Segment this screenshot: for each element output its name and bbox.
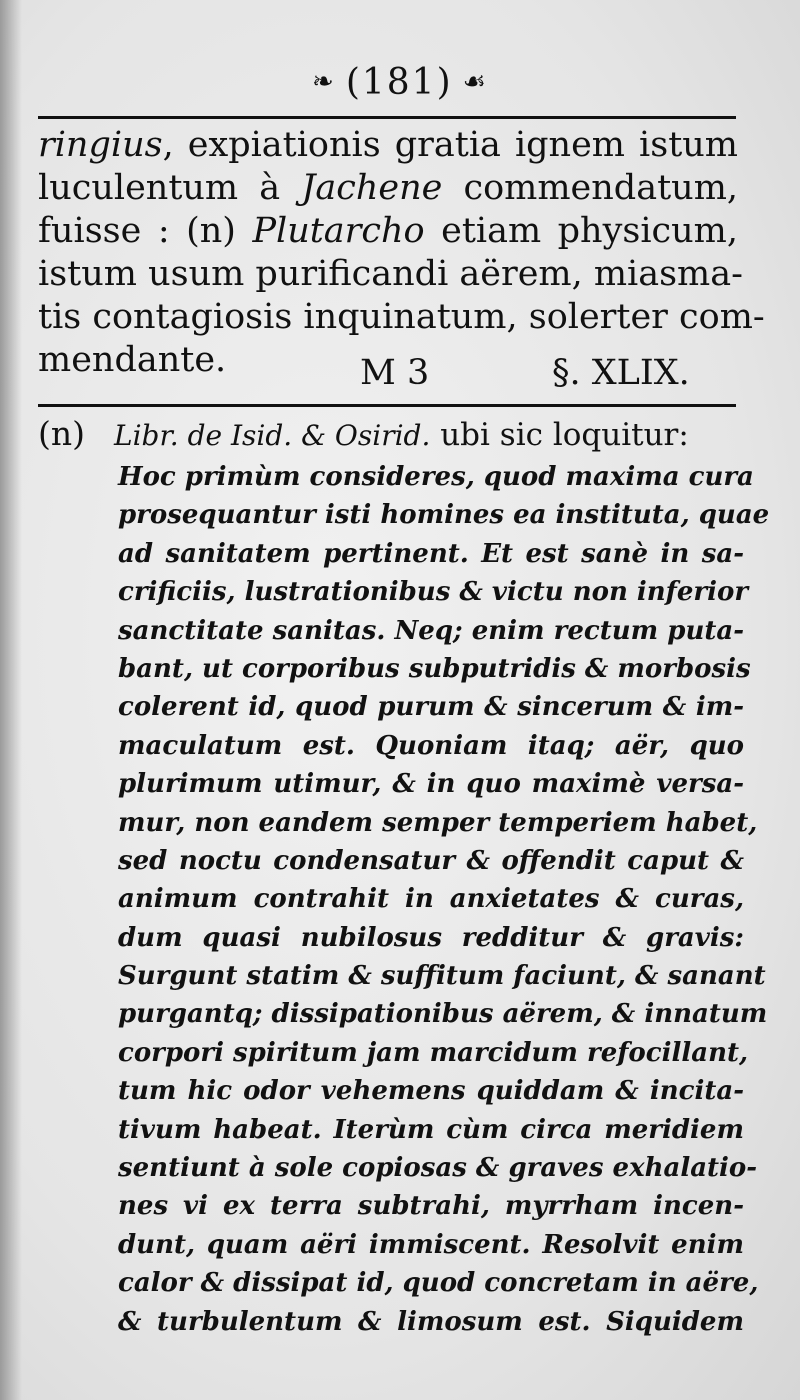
page-number: (181) — [345, 62, 453, 103]
page-edge-shadow — [0, 0, 22, 1400]
footnote-quotation — [118, 458, 770, 1341]
footnote-reference: Libr. de Isid. & Osirid. — [114, 419, 431, 452]
footnote-line: ad sanitatem pertinent. Et est sanè in sa- — [118, 538, 744, 569]
footnote-line: dum quasi nubilosus redditur & gravis: — [118, 922, 744, 953]
footnote-line: sentiunt à sole copiosas & graves exhalatio- — [118, 1153, 758, 1184]
main-text-line: luculentum à Jachene commendatum, — [38, 168, 739, 208]
main-text — [38, 124, 765, 382]
footnote-rule — [38, 404, 736, 407]
next-section-catchword: §. XLIX. — [552, 353, 690, 393]
footnote — [38, 414, 770, 1337]
header-rule — [38, 116, 736, 119]
ornament-left-icon: ❧ — [312, 67, 336, 97]
footnote-line: prosequantur isti homines ea instituta, quae — [118, 500, 770, 531]
footnote-line: nes vi ex terra subtrahi, myrrham incen- — [118, 1191, 744, 1222]
footnote-line: dunt, quam aëri immiscent. Resolvit enim — [118, 1229, 744, 1260]
main-text-line: istum usum purificandi aërem, miasma- — [38, 254, 743, 294]
footnote-line: crificiis, lustrationibus & victu non inferior — [118, 577, 749, 608]
main-text-line: tis contagiosis inquinatum, solerter com- — [38, 297, 765, 337]
footnote-line: calor & dissipat id, quod concretam in aëre, — [118, 1268, 759, 1299]
main-text-line: fuisse : (n) Plutarcho etiam physicum, — [38, 211, 738, 251]
footnote-line: plurimum utimur, & in quo maximè versa- — [118, 769, 744, 800]
page-header — [0, 62, 800, 103]
footnote-line: purgantq; dissipationibus aërem, & innatum — [118, 999, 768, 1030]
signature-mark: M 3 — [360, 353, 430, 393]
footnote-line: bant, ut corporibus subputridis & morbosis — [118, 653, 751, 684]
footnote-line: & turbulentum & limosum est. Siquidem — [118, 1306, 744, 1337]
footnote-line: tivum habeat. Iterùm cùm circa meridiem — [118, 1114, 744, 1145]
ornament-right-icon: ☙ — [462, 67, 488, 97]
footnote-marker: (n) — [38, 414, 86, 453]
footnote-line: sed noctu condensatur & offendit caput & — [118, 845, 744, 876]
footnote-line: corpori spiritum jam marcidum refocillant, — [118, 1037, 749, 1068]
footnote-line: maculatum est. Quoniam itaq; aër, quo — [118, 730, 744, 761]
footnote-line: tum hic odor vehemens quiddam & incita- — [118, 1076, 744, 1107]
main-text-line: ringius, expiationis gratia ignem istum — [38, 125, 738, 165]
main-text-line: mendante. — [38, 340, 227, 380]
footnote-line: mur, non eandem semper temperiem habet, — [118, 807, 758, 838]
footnote-line: animum contrahit in anxietates & curas, — [118, 884, 744, 915]
footnote-intro: ubi sic loquitur: — [430, 417, 689, 453]
footnote-line: Surgunt statim & suffitum faciunt, & sanant — [118, 961, 766, 992]
footnote-heading — [38, 414, 744, 454]
footnote-line: colerent id, quod purum & sincerum & im- — [118, 692, 744, 723]
footnote-line: sanctitate sanitas. Neq; enim rectum puta- — [118, 615, 744, 646]
footnote-line: Hoc primùm consideres, quod maxima cura — [118, 462, 754, 492]
